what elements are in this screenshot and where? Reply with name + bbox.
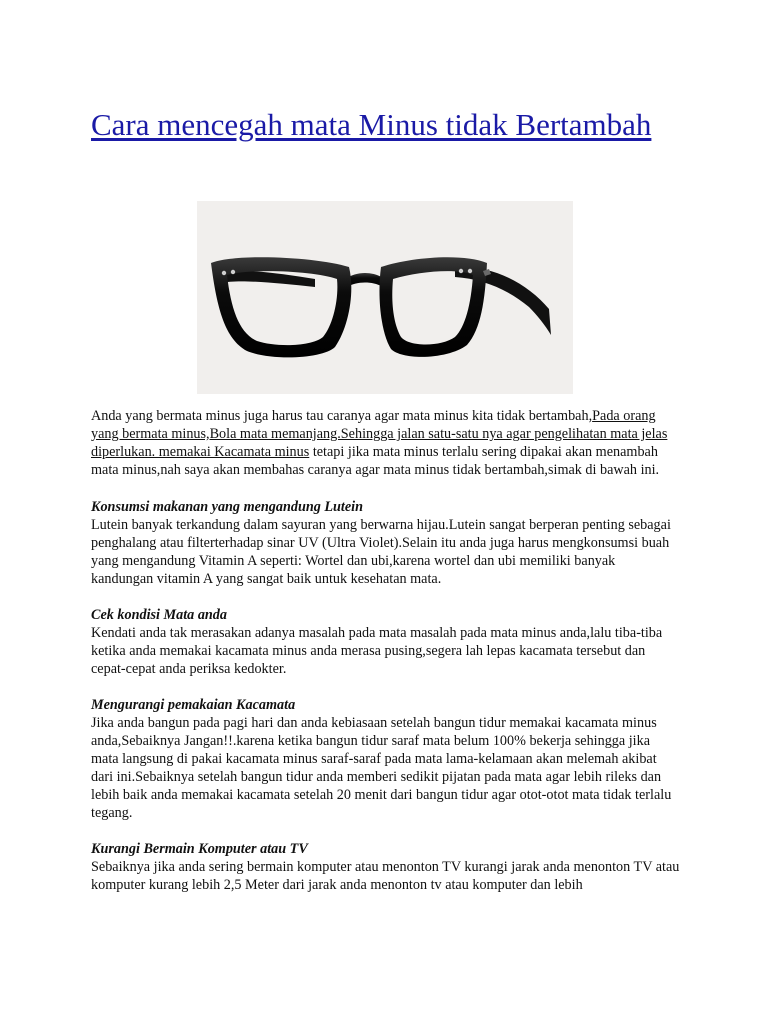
section-mengurangi-kacamata <box>91 696 681 822</box>
section-body: Kendati anda tak merasakan adanya masalah pada mata masalah pada mata minus anda,lalu tiba-tiba ketika anda memakai kacamata minus anda merasa pusing,segera lah lepas kacamata tersebut dan cepat-cepat anda periksa kedokter. <box>91 625 663 677</box>
intro-paragraph <box>91 407 681 479</box>
section-body: Lutein banyak terkandung dalam sayuran yang berwarna hijau.Lutein sangat berperan penting sebagai penghalang atau filterterhadap sinar UV (Ultra Violet).Selain itu anda juga harus mengkonsumsi buah yang mengandung Vitamin A seperti: Wortel dan ubi,karena wortel dan ubi memiliki banyak kandungan vitamin A yang sangat baik untuk kesehatan mata. <box>91 517 671 587</box>
section-body: Jika anda bangun pada pagi hari dan anda kebiasaan setelah bangun tidur memakai kacamata minus anda,Sebaiknya Jangan!!.karena ketika bangun tidur saraf mata belum 100% bekerja sehingga jika mata langsung di pakai kacamata minus saraf-saraf pada mata lama-kelamaan akan melemah akibat dari ini.Sebaiknya setelah bangun tidur anda memberi sedikit pijatan pada mata agar lebih rileks dan lebih baik anda memakai kacamata setelah 20 menit dari bangun tidur agar otot-otot mata tidak terlalu tegang. <box>91 715 672 821</box>
section-heading: Cek kondisi Mata anda <box>91 607 227 623</box>
section-cek-kondisi <box>91 606 681 678</box>
section-heading: Konsumsi makanan yang mengandung Lutein <box>91 499 364 515</box>
section-body: Sebaiknya jika anda sering bermain komputer atau menonton TV kurangi jarak anda menonton TV atau komputer kurang lebih 2,5 Meter dari jarak anda menonton tv atau komputer dan lebih <box>91 859 680 893</box>
document-body <box>91 407 681 912</box>
eyeglasses-icon <box>197 201 573 394</box>
document-title[interactable] <box>91 106 691 144</box>
section-lutein <box>91 498 681 588</box>
intro-text-1: Anda yang bermata minus juga harus tau caranya agar mata minus kita tidak bertambah, <box>91 408 593 424</box>
section-heading: Kurangi Bermain Komputer atau TV <box>91 841 308 857</box>
intro-highlight[interactable]: Pada orang yang bermata minus,Bola mata memanjang.Sehingga jalan satu-satu nya agar pengelihatan mata jelas diperlukan. memakai Kacamata minus <box>91 408 668 460</box>
intro-text-2: tetapi jika mata minus terlalu sering dipakai akan menambah mata minus,nah saya akan membahas caranya agar mata minus tidak bertambah,simak di bawah ini. <box>91 444 660 478</box>
section-kurangi-komputer <box>91 840 681 894</box>
eyeglasses-photo <box>197 201 573 394</box>
document-title-text[interactable]: Cara mencegah mata Minus tidak Bertambah <box>91 107 652 142</box>
section-heading: Mengurangi pemakaian Kacamata <box>91 697 296 713</box>
